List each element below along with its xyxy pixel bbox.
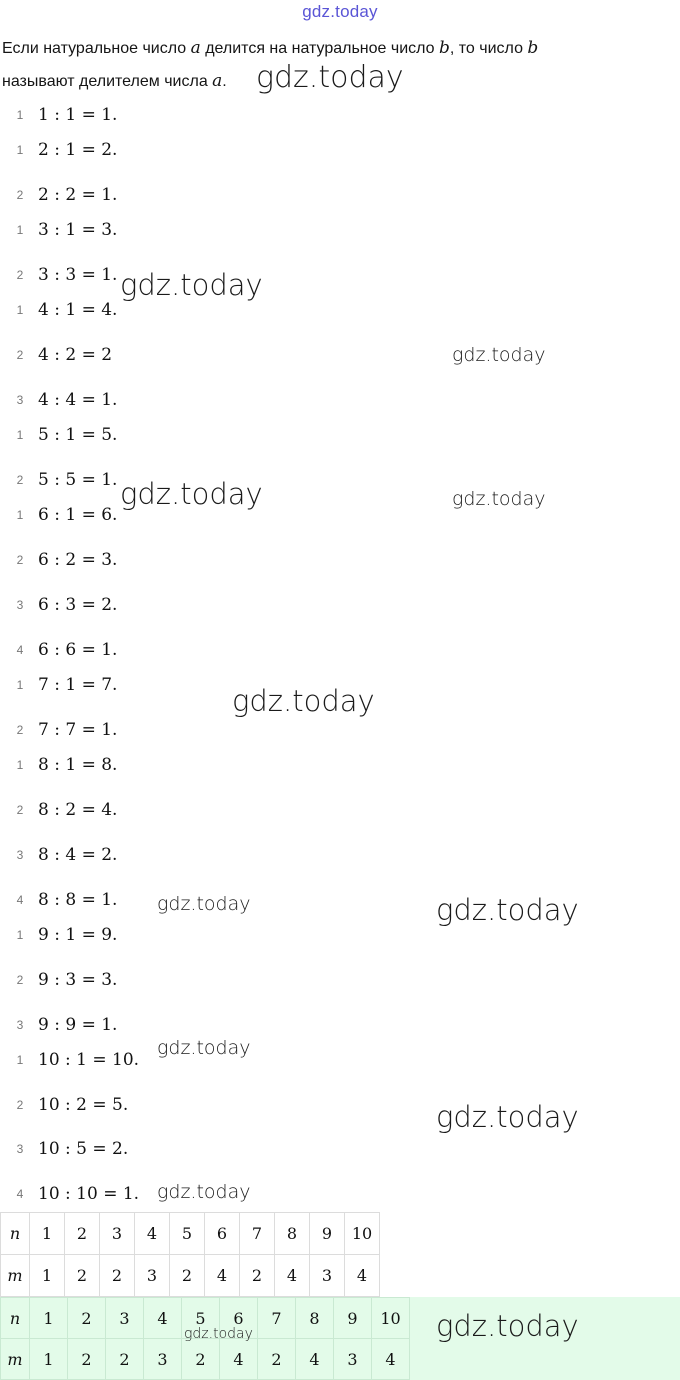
division-expression: 9 : 1 = 9. — [38, 925, 118, 945]
variable-b: b — [527, 38, 539, 58]
division-expression: 8 : 4 = 2. — [38, 845, 118, 865]
division-expression: 4 : 2 = 2 — [38, 345, 113, 365]
table-cell: 1 — [30, 1298, 68, 1339]
division-expression: 3 : 3 = 1. — [38, 265, 118, 285]
table-cell: 9 — [334, 1298, 372, 1339]
table-row — [1, 1255, 380, 1297]
division-expression: 8 : 1 = 8. — [38, 755, 118, 775]
table-cell: 2 — [106, 1339, 144, 1380]
table-cell: 8 — [275, 1213, 310, 1255]
watermark: gdz.today — [157, 893, 251, 915]
table-header-m: m — [1, 1339, 30, 1380]
table-cell: 4 — [144, 1298, 182, 1339]
table-cell: 2 — [65, 1255, 100, 1297]
line-number: 1 — [16, 1053, 24, 1067]
division-expression: 10 : 1 = 10. — [38, 1050, 140, 1070]
line-number: 2 — [16, 348, 24, 362]
table-cell: 4 — [205, 1255, 240, 1297]
line-number: 2 — [16, 723, 24, 737]
table-cell: 3 — [310, 1255, 345, 1297]
division-expression: 4 : 4 = 1. — [38, 390, 118, 410]
site-logo[interactable]: gdz.today — [302, 2, 378, 21]
line-number: 4 — [16, 643, 24, 657]
line-number: 1 — [16, 678, 24, 692]
table-header-n: n — [1, 1213, 30, 1255]
table-cell: 3 — [100, 1213, 135, 1255]
line-number: 3 — [16, 393, 24, 407]
line-number: 3 — [16, 1142, 24, 1156]
watermark: gdz.today — [436, 1100, 579, 1134]
table-cell: 1 — [30, 1339, 68, 1380]
division-expression: 2 : 2 = 1. — [38, 185, 118, 205]
line-number: 1 — [16, 303, 24, 317]
line-number: 2 — [16, 268, 24, 282]
table-cell: 1 — [30, 1213, 65, 1255]
definition-text: называют делителем числа — [2, 73, 213, 90]
table-cell: 2 — [170, 1255, 205, 1297]
division-expression: 5 : 1 = 5. — [38, 425, 118, 445]
table-header-m: m — [1, 1255, 30, 1297]
variable-a: a — [190, 38, 201, 58]
division-expression: 4 : 1 = 4. — [38, 300, 118, 320]
table-cell: 1 — [30, 1255, 65, 1297]
division-expression: 10 : 10 = 1. — [38, 1184, 140, 1204]
division-expression: 5 : 5 = 1. — [38, 470, 118, 490]
division-expression: 6 : 2 = 3. — [38, 550, 118, 570]
division-expression: 6 : 6 = 1. — [38, 640, 118, 660]
division-expression: 1 : 1 = 1. — [38, 105, 118, 125]
table-cell: 3 — [135, 1255, 170, 1297]
table-cell: 4 — [275, 1255, 310, 1297]
table-cell: 2 — [68, 1298, 106, 1339]
table-cell: 10 — [345, 1213, 380, 1255]
watermark: gdz.today — [256, 60, 404, 95]
table-cell: 4 — [135, 1213, 170, 1255]
variable-b: b — [439, 38, 450, 58]
division-expression: 7 : 1 = 7. — [38, 675, 118, 695]
line-number: 1 — [16, 108, 24, 122]
table-row — [1, 1213, 380, 1255]
table-cell: 7 — [258, 1298, 296, 1339]
table-cell: 6 — [220, 1298, 258, 1339]
table-cell: 3 — [106, 1298, 144, 1339]
line-number: 2 — [16, 803, 24, 817]
division-expression: 9 : 3 = 3. — [38, 970, 118, 990]
table-cell: 2 — [68, 1339, 106, 1380]
table-cell: 4 — [220, 1339, 258, 1380]
table-cell: 5 — [170, 1213, 205, 1255]
line-number: 1 — [16, 223, 24, 237]
line-number: 2 — [16, 188, 24, 202]
definition-text: . — [222, 73, 227, 90]
line-number: 1 — [16, 928, 24, 942]
division-expression: 2 : 1 = 2. — [38, 140, 118, 160]
watermark: gdz.today — [452, 344, 546, 366]
watermark: gdz.today — [184, 1326, 253, 1342]
table-cell: 2 — [182, 1339, 220, 1380]
variable-a: a — [212, 71, 223, 91]
line-number: 2 — [16, 553, 24, 567]
division-expression: 8 : 8 = 1. — [38, 890, 118, 910]
line-number: 4 — [16, 893, 24, 907]
division-expression: 8 : 2 = 4. — [38, 800, 118, 820]
line-number: 1 — [16, 143, 24, 157]
table-cell: 10 — [372, 1298, 410, 1339]
division-expression: 10 : 5 = 2. — [38, 1139, 129, 1159]
watermark: gdz.today — [120, 268, 263, 302]
watermark: gdz.today — [436, 893, 579, 927]
division-expression: 9 : 9 = 1. — [38, 1015, 118, 1035]
division-expression: 7 : 7 = 1. — [38, 720, 118, 740]
line-number: 2 — [16, 973, 24, 987]
table-cell: 6 — [205, 1213, 240, 1255]
table-cell: 2 — [240, 1255, 275, 1297]
table-cell: 5 — [182, 1298, 220, 1339]
line-number: 2 — [16, 473, 24, 487]
divisor-count-table — [0, 1212, 380, 1297]
table-cell: 9 — [310, 1213, 345, 1255]
line-number: 3 — [16, 598, 24, 612]
line-number: 4 — [16, 1187, 24, 1201]
line-number: 3 — [16, 1018, 24, 1032]
watermark: gdz.today — [436, 1309, 579, 1343]
table-cell: 8 — [296, 1298, 334, 1339]
watermark: gdz.today — [120, 477, 263, 511]
definition-text: , то число — [449, 40, 528, 57]
table-cell: 4 — [296, 1339, 334, 1380]
watermark: gdz.today — [157, 1181, 251, 1203]
division-expression: 6 : 3 = 2. — [38, 595, 118, 615]
line-number: 3 — [16, 848, 24, 862]
division-expression: 10 : 2 = 5. — [38, 1095, 129, 1115]
table-cell: 3 — [144, 1339, 182, 1380]
watermark: gdz.today — [452, 488, 546, 510]
table-cell: 4 — [372, 1339, 410, 1380]
line-number: 1 — [16, 758, 24, 772]
table-row — [1, 1339, 410, 1380]
watermark: gdz.today — [157, 1037, 251, 1059]
table-cell: 2 — [65, 1213, 100, 1255]
table-cell: 3 — [334, 1339, 372, 1380]
watermark: gdz.today — [232, 684, 375, 718]
table-cell: 7 — [240, 1213, 275, 1255]
definition-text: Если натуральное число — [2, 40, 191, 57]
table-cell: 4 — [345, 1255, 380, 1297]
line-number: 1 — [16, 428, 24, 442]
line-number: 2 — [16, 1098, 24, 1112]
table-cell: 2 — [100, 1255, 135, 1297]
division-expression: 6 : 1 = 6. — [38, 505, 118, 525]
definition-text: делится на натуральное число — [200, 40, 439, 57]
line-number: 1 — [16, 508, 24, 522]
division-expression: 3 : 1 = 3. — [38, 220, 118, 240]
table-cell: 2 — [258, 1339, 296, 1380]
table-header-n: n — [1, 1298, 30, 1339]
